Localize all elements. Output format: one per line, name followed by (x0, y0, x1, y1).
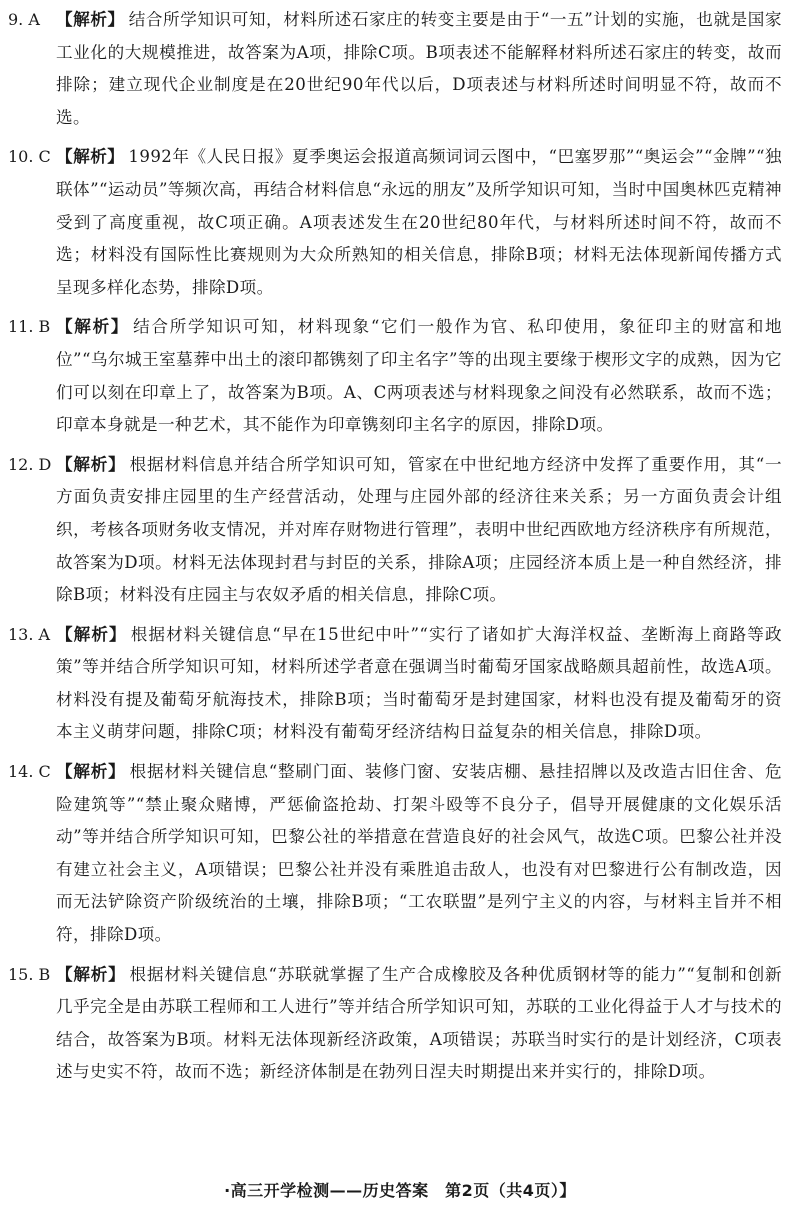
explanation-text: 根据材料信息并结合所学知识可知，管家在中世纪地方经济中发挥了重要作用，其“一方面负责安排庄园里的生产经营活动，处理与庄园外部的经济往来关系；另一方面负责会计组织，考核各项财务收支情况，并对库存财物进行管理”，表明中世纪西欧地方经济秩序有所规范，故答案为D项。材料无法体现封君与封臣的关系，排除A项；庄园经济本质上是一种自然经济，排除B项；材料没有庄园主与农奴矛盾的相关信息，排除C项。 (56, 454, 782, 605)
answer-explanation (56, 756, 782, 952)
question-number: 15. B (8, 964, 51, 984)
explanation-text: 结合所学知识可知，材料所述石家庄的转变主要是由于“一五”计划的实施，也就是国家工业化的大规模推进，故答案为A项，排除C项。B项表述不能解释材料所述石家庄的转变，故而排除；建立现代企业制度是在20世纪90年代以后，D项表述与材料所述时间明显不符，故而不选。 (56, 10, 782, 127)
explanation-text: 根据材料关键信息“苏联就掌握了生产合成橡胶及各种优质钢材等的能力”“复制和创新几乎完全是由苏联工程师和工人进行”等并结合所学知识可知，苏联的工业化得益于人才与技术的结合，故答案为B项。材料无法体现新经济政策，A项错误；苏联当时实行的是计划经济，C项表述与史实不符，故而不选；新经济体制是在勃列日涅夫时期提出来并实行的，排除D项。 (56, 964, 782, 1082)
answer-item-12 (8, 449, 782, 612)
question-number: 10. C (8, 147, 51, 167)
answer-explanation (56, 311, 782, 441)
answer-list (8, 4, 782, 1089)
analysis-tag: 【解析】 (56, 454, 126, 474)
answer-item-11 (8, 311, 782, 441)
explanation-text: 根据材料关键信息“整刷门面、装修门窗、安装店棚、悬挂招牌以及改造古旧住舍、危险建筑等”“禁止聚众赌博，严惩偷盗抢劫、打架斗殴等不良分子，倡导开展健康的文化娱乐活动”等并结合所学知识可知，巴黎公社的举措意在营造良好的社会风气，故选C项。巴黎公社并没有建立社会主义，A项错误；巴黎公社并没有乘胜追击敌人，也没有对巴黎进行公有制改造，因而无法铲除资产阶级统治的土壤，排除B项；“工农联盟”是列宁主义的内容，与材料主旨并不相符，排除D项。 (56, 762, 782, 945)
question-number: 9. A (8, 10, 40, 29)
question-number: 12. D (8, 454, 52, 474)
answer-explanation (56, 449, 782, 612)
analysis-tag: 【解析】 (56, 762, 126, 782)
analysis-tag: 【解析】 (56, 10, 125, 29)
answer-item-10 (8, 141, 782, 304)
answer-explanation (56, 141, 782, 304)
question-number: 11. B (8, 317, 51, 337)
answer-explanation (56, 619, 782, 749)
question-number: 14. C (8, 762, 51, 782)
answer-item-13 (8, 619, 782, 749)
explanation-text: 结合所学知识可知，材料现象“它们一般作为官、私印使用，象征印主的财富和地位”“乌尔城王室墓葬中出土的滚印都镌刻了印主名字”等的出现主要缘于楔形文字的成熟，因为它们可以刻在印章上了，故答案为B项。A、C两项表述与材料现象之间没有必然联系，故而不选；印章本身就是一种艺术，其不能作为印章镌刻印主名字的原因，排除D项。 (56, 317, 783, 435)
explanation-text: 1992年《人民日报》夏季奥运会报道高频词词云图中，“巴塞罗那”“奥运会”“金牌”“独联体”“运动员”等频次高，再结合材料信息“永远的朋友”及所学知识可知，当时中国奥林匹克精神受到了高度重视，故C项正确。A项表述发生在20世纪80年代，与材料所述时间不符，故而不选；材料没有国际性比赛规则为大众所熟知的相关信息，排除B项；材料无法体现新闻传播方式呈现多样化态势，排除D项。 (56, 147, 782, 297)
analysis-tag: 【解析】 (56, 964, 126, 984)
answer-explanation (56, 959, 782, 1089)
analysis-tag: 【解析】 (56, 317, 130, 337)
answer-item-9 (8, 4, 782, 134)
question-number: 13. A (8, 624, 51, 644)
page-footer: ·高三开学检测——历史答案 第2页（共4页）】 (224, 1181, 576, 1200)
analysis-tag: 【解析】 (56, 147, 125, 167)
answer-explanation (56, 4, 782, 134)
analysis-tag: 【解析】 (56, 624, 127, 644)
answer-item-14 (8, 756, 782, 952)
explanation-text: 根据材料关键信息“早在15世纪中叶”“实行了诸如扩大海洋权益、垄断海上商路等政策”等并结合所学知识可知，材料所述学者意在强调当时葡萄牙国家战略颇具超前性，故选A项。材料没有提及葡萄牙航海技术，排除B项；当时葡萄牙是封建国家，材料也没有提及葡萄牙的资本主义萌芽问题，排除C项；材料没有葡萄牙经济结构日益复杂的相关信息，排除D项。 (56, 624, 782, 742)
answer-item-15 (8, 959, 782, 1089)
